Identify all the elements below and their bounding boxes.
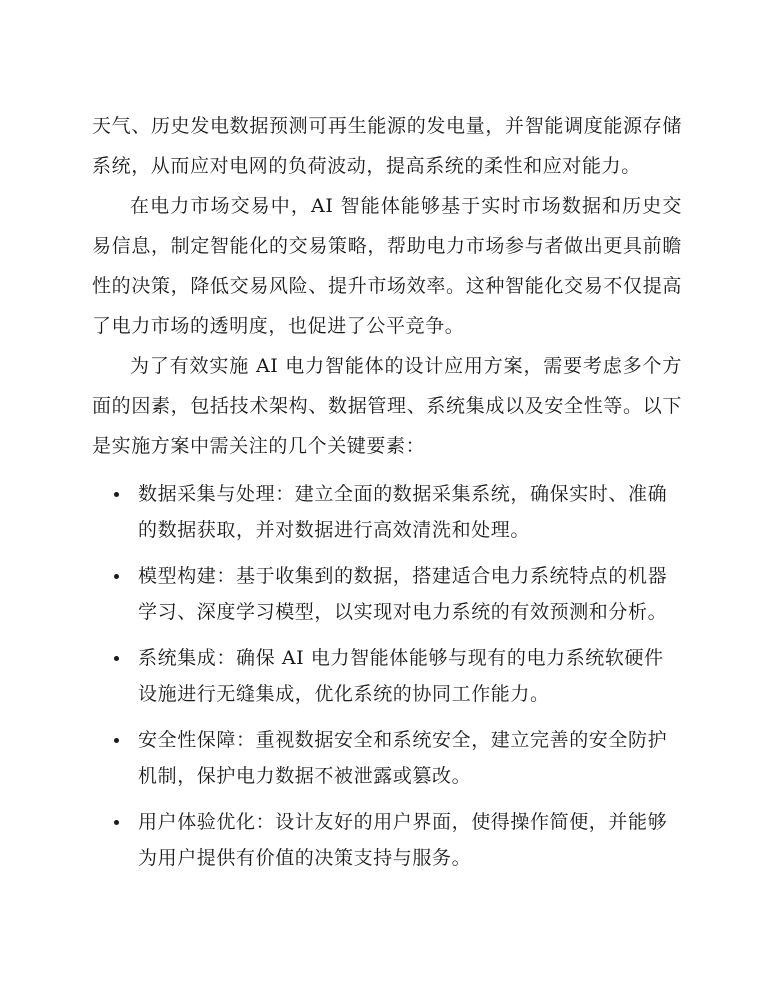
list-item xyxy=(92,476,682,548)
bullet-icon xyxy=(114,656,119,661)
document-page xyxy=(92,106,682,876)
list-item xyxy=(92,558,682,630)
bullet-icon xyxy=(114,820,119,825)
list-item xyxy=(92,640,682,712)
bullet-icon xyxy=(114,492,119,497)
bullet-icon xyxy=(114,738,119,743)
paragraph-implementation-intro: 为了有效实施 AI 电力智能体的设计应用方案，需要考虑多个方面的因素，包括技术架构、数据管理、系统集成以及安全性等。以下是实施方案中需关注的几个关键要素： xyxy=(92,355,682,457)
key-elements-list xyxy=(92,476,682,876)
paragraph-continued: 天气、历史发电数据预测可再生能源的发电量，并智能调度能源存储系统，从而应对电网的负荷波动，提高系统的柔性和应对能力。 xyxy=(92,115,682,177)
paragraph-market-trading: 在电力市场交易中，AI 智能体能够基于实时市场数据和历史交易信息，制定智能化的交易策略，帮助电力市场参与者做出更具前瞻性的决策，降低交易风险、提升市场效率。这种智能化交易不仅提高了电力市场的透明度，也促进了公平竞争。 xyxy=(92,195,682,337)
list-item-text: 安全性保障：重视数据安全和系统安全，建立完善的安全防护机制，保护电力数据不被泄露或篡改。 xyxy=(138,729,668,787)
list-item-text: 模型构建：基于收集到的数据，搭建适合电力系统特点的机器学习、深度学习模型，以实现对电力系统的有效预测和分析。 xyxy=(138,565,668,623)
list-item xyxy=(92,804,682,876)
list-item-text: 数据采集与处理：建立全面的数据采集系统，确保实时、准确的数据获取，并对数据进行高效清洗和处理。 xyxy=(138,483,668,541)
list-item-text: 系统集成：确保 AI 电力智能体能够与现有的电力系统软硬件设施进行无缝集成，优化系统的协同工作能力。 xyxy=(138,647,664,705)
list-item-text: 用户体验优化：设计友好的用户界面，使得操作简便，并能够为用户提供有价值的决策支持与服务。 xyxy=(138,811,668,869)
bullet-icon xyxy=(114,574,119,579)
list-item xyxy=(92,722,682,794)
